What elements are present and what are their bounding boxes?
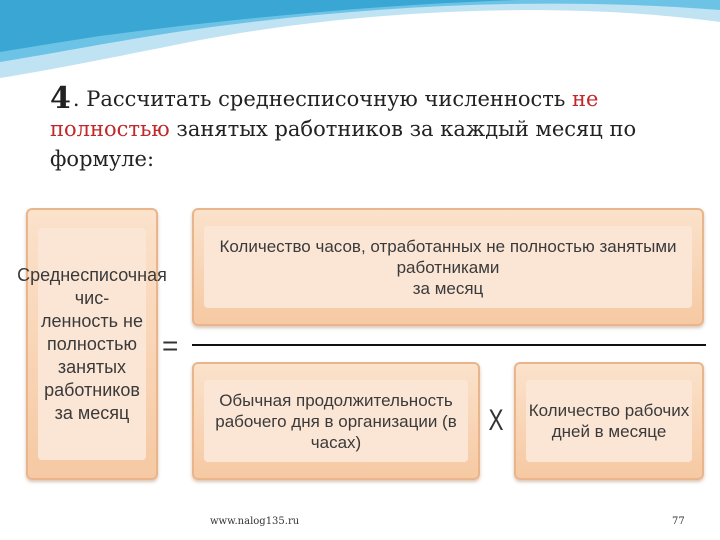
- numerator-label: [204, 226, 692, 308]
- denominator-days-box: [514, 362, 704, 480]
- result-label-line: работников: [44, 379, 140, 400]
- result-box: [17, 208, 167, 480]
- result-label-line: Среднесписочная чис-: [17, 264, 167, 308]
- denominator-days-line: дней в месяце: [551, 422, 667, 441]
- task-heading: [50, 81, 690, 174]
- result-label-line: ленность не: [41, 310, 143, 331]
- result-label-line: за месяц: [54, 402, 130, 423]
- denominator-days-label: [526, 380, 692, 462]
- heading-text-part1: . Рассчитать среднесписочную численность: [72, 87, 573, 111]
- denominator-hours-label: [204, 380, 468, 462]
- denominator-days-line: Количество рабочих: [528, 401, 690, 420]
- fraction-line: [192, 344, 706, 346]
- multiply-sign: X: [488, 404, 504, 437]
- result-label-line: полностью: [47, 333, 137, 354]
- footer-url: www.nalog135.ru: [210, 516, 300, 527]
- denominator-hours-line: Обычная продолжительность: [219, 390, 453, 410]
- heading-text-highlight: не полностью: [50, 87, 599, 141]
- result-label: [17, 228, 167, 460]
- denominator-hours-line: рабочего дня в организации (в часах): [215, 411, 457, 452]
- page-number: 77: [672, 516, 685, 527]
- equals-sign: =: [162, 330, 179, 361]
- numerator-box: [192, 208, 704, 326]
- header-wave-decoration: [0, 0, 720, 90]
- numerator-line: за месяц: [412, 278, 484, 298]
- result-label-line: занятых: [57, 356, 127, 377]
- task-number: 4: [50, 81, 71, 116]
- denominator-hours-box: [192, 362, 480, 480]
- heading-text-part2: занятых работников за каждый месяц по формуле:: [50, 117, 637, 171]
- numerator-line: Количество часов, отработанных не полностью занятыми работниками: [219, 236, 677, 277]
